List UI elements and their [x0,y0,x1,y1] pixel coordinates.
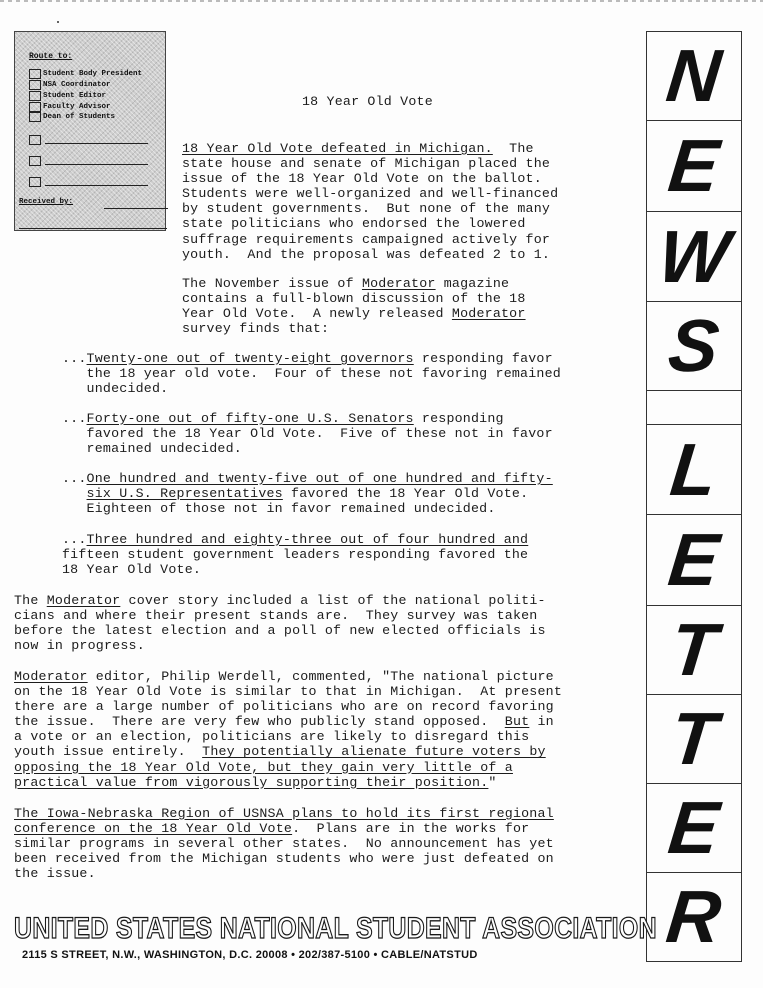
checkbox[interactable] [29,156,41,166]
text-line: the issue. [14,866,96,882]
checkbox[interactable] [29,112,41,122]
scan-speck [57,21,59,23]
ellipsis: ... [62,351,87,366]
masthead-letter: W [654,214,734,298]
masthead-spacer-cell [647,391,741,425]
text-line: Students were well-organized and well-financed [182,186,559,202]
finding-highlight: Three hundred and eighty-three out of four hundred and [86,532,529,547]
text-segment: in [529,714,554,730]
organization-address: 2115 S STREET, N.W., WASHINGTON, D.C. 20008 • 202/387-5100 • CABLE/NATSTUD [22,949,478,961]
organization-name: UNITED STATES NATIONAL STUDENT ASSOCIATION [14,912,657,945]
text-segment: editor, Philip Werdell, commented, "The national picture [87,669,554,684]
finding-student-leaders [62,532,528,577]
text-line: youth. And the proposal was defeated 2 to 1. [182,246,551,262]
masthead-letter-cell [647,606,741,695]
text-line: undecided. [86,381,169,397]
ellipsis: ... [62,532,87,547]
write-in-line [45,143,148,144]
finding-senators [62,411,553,456]
text-line: state house and senate of Michigan placed the [182,156,551,172]
text-line: 18 Year Old Vote. [62,562,202,578]
route-option-label: Faculty Advisor [43,103,111,111]
text-line: by student governments. But none of the many [182,201,551,217]
publication-name: Moderator [14,669,88,684]
text-line: the 18 year old vote. Four of these not favoring remained [86,366,561,382]
masthead-letter: S [665,304,724,387]
lead-headline: 18 Year Old Vote defeated in Michigan. [182,141,493,156]
text-line: state politicians who endorsed the lowered [182,216,526,232]
text-line: issue of the 18 Year Old Vote on the ballot. [182,171,542,187]
route-option-label: Dean of Students [43,113,116,121]
masthead-letter-cell [647,212,741,302]
text-line: now in progress. [14,638,145,654]
route-blank-line[interactable] [29,135,148,145]
route-option[interactable] [29,112,115,122]
text-segment: Year Old Vote. A newly released [182,306,452,322]
text-line: Eighteen of those not in favor remained undecided. [86,501,496,517]
publication-name: Moderator [46,593,121,608]
masthead-letter-cell [647,121,741,212]
finding-highlight: One hundred and twenty-five out of one hundred and fifty- [86,471,553,486]
paragraph-2 [182,276,526,336]
masthead-letter-cell [647,425,741,515]
text-segment: cover story included a list of the national politi- [120,593,546,608]
finding-highlight: six U.S. Representatives [86,486,283,502]
masthead-letter: R [662,875,726,958]
route-blank-line[interactable] [29,177,148,187]
text-line: fifteen student government leaders responding favored the [62,547,529,563]
paragraph-1 [182,141,558,262]
route-option-label: NSA Coordinator [43,81,111,89]
masthead-letter: E [665,786,724,869]
received-by-line[interactable] [104,208,168,209]
emphasis: But [504,714,530,730]
emphasis: They potentially alienate future voters by [202,744,546,760]
checkbox[interactable] [29,102,41,112]
route-option[interactable] [29,80,111,90]
finding-highlight: Forty-one out of fifty-one U.S. Senators [86,411,414,426]
text-line: suffrage requirements campaigned actively for [182,231,551,247]
masthead-letter: L [667,427,722,511]
publication-name: Moderator [451,306,526,322]
route-option[interactable] [29,91,106,101]
masthead-letter: E [665,518,724,601]
text-line: on the 18 Year Old Vote is similar to that in Michigan. At present [14,684,563,700]
masthead-letter-cell [647,302,741,391]
text-line: been received from the Michigan students who were just defeated on [14,851,554,867]
text-segment: responding favor [413,351,553,366]
text-line: similar programs in several other states. No announcement has yet [14,836,554,852]
text-line: remained undecided. [86,441,242,457]
route-option-label: Student Body President [43,70,143,78]
routing-slip-content [14,31,166,231]
publication-name: Moderator [361,276,436,291]
emphasis: The Iowa-Nebraska Region of USNSA plans to hold its first regional [14,806,554,821]
received-by-line-2[interactable] [19,228,167,229]
masthead-letter-cell [647,32,741,121]
newsletter-masthead [646,31,742,962]
route-option-label: Student Editor [43,92,107,100]
masthead-letter-cell [647,873,741,961]
page-top-edge [0,0,763,2]
text-segment: favored the 18 Year Old Vote. [282,486,529,502]
text-line: survey finds that: [182,321,330,337]
masthead-letter: T [667,608,722,691]
text-segment: responding [413,411,504,426]
text-segment: youth issue entirely. [14,744,203,760]
received-by-label: Received by: [19,198,74,206]
checkbox[interactable] [29,177,41,187]
ellipsis: ... [62,411,87,426]
text-segment: The November issue of [182,276,362,291]
text-segment: . Plans are in the works for [292,821,530,837]
write-in-line [45,164,148,165]
checkbox[interactable] [29,135,41,145]
masthead-letter-cell [647,515,741,606]
route-option[interactable] [29,102,111,112]
paragraph-5-iowa-nebraska [14,806,554,881]
text-line: there are a large number of politicians who are on record favoring [14,699,554,715]
text-segment: magazine [435,276,510,291]
masthead-letter-cell [647,784,741,873]
masthead-letter: T [667,697,722,780]
emphasis: opposing the 18 Year Old Vote, but they gain very little of a [14,759,513,775]
paragraph-4-editor-quote [14,669,562,790]
text-line: contains a full-blown discussion of the 18 [182,291,526,307]
masthead-letter: N [662,34,726,117]
ellipsis: ... [62,471,87,486]
checkbox[interactable] [29,91,41,101]
text-line: cians and where their present stands are. They survey was taken [14,608,538,624]
text-line: before the latest election and a poll of new elected officials is [14,623,546,639]
route-option[interactable] [29,69,142,79]
route-to-label: Route to: [29,52,73,61]
text-segment: the issue. There are very few who publicly stand opposed. [14,714,505,730]
checkbox[interactable] [29,69,41,79]
finding-representatives [62,471,553,516]
text-line: a vote or an election, politicians are likely to disregard this [14,729,530,745]
emphasis: conference on the 18 Year Old Vote [14,821,293,837]
emphasis: practical value from vigorously supporting their position. [14,774,489,790]
article-title: 18 Year Old Vote [302,94,433,109]
text-line: favored the 18 Year Old Vote. Five of these not in favor [86,426,553,442]
paragraph-3 [14,593,546,653]
masthead-letter-cell [647,695,741,784]
finding-governors [62,351,561,396]
route-blank-line[interactable] [29,156,148,166]
text-segment: The [14,593,47,608]
masthead-letter: E [665,124,724,207]
text-segment: " [488,774,497,790]
checkbox[interactable] [29,80,41,90]
write-in-line [45,185,148,186]
finding-highlight: Twenty-one out of twenty-eight governors [86,351,414,366]
text-line: The [492,141,534,156]
